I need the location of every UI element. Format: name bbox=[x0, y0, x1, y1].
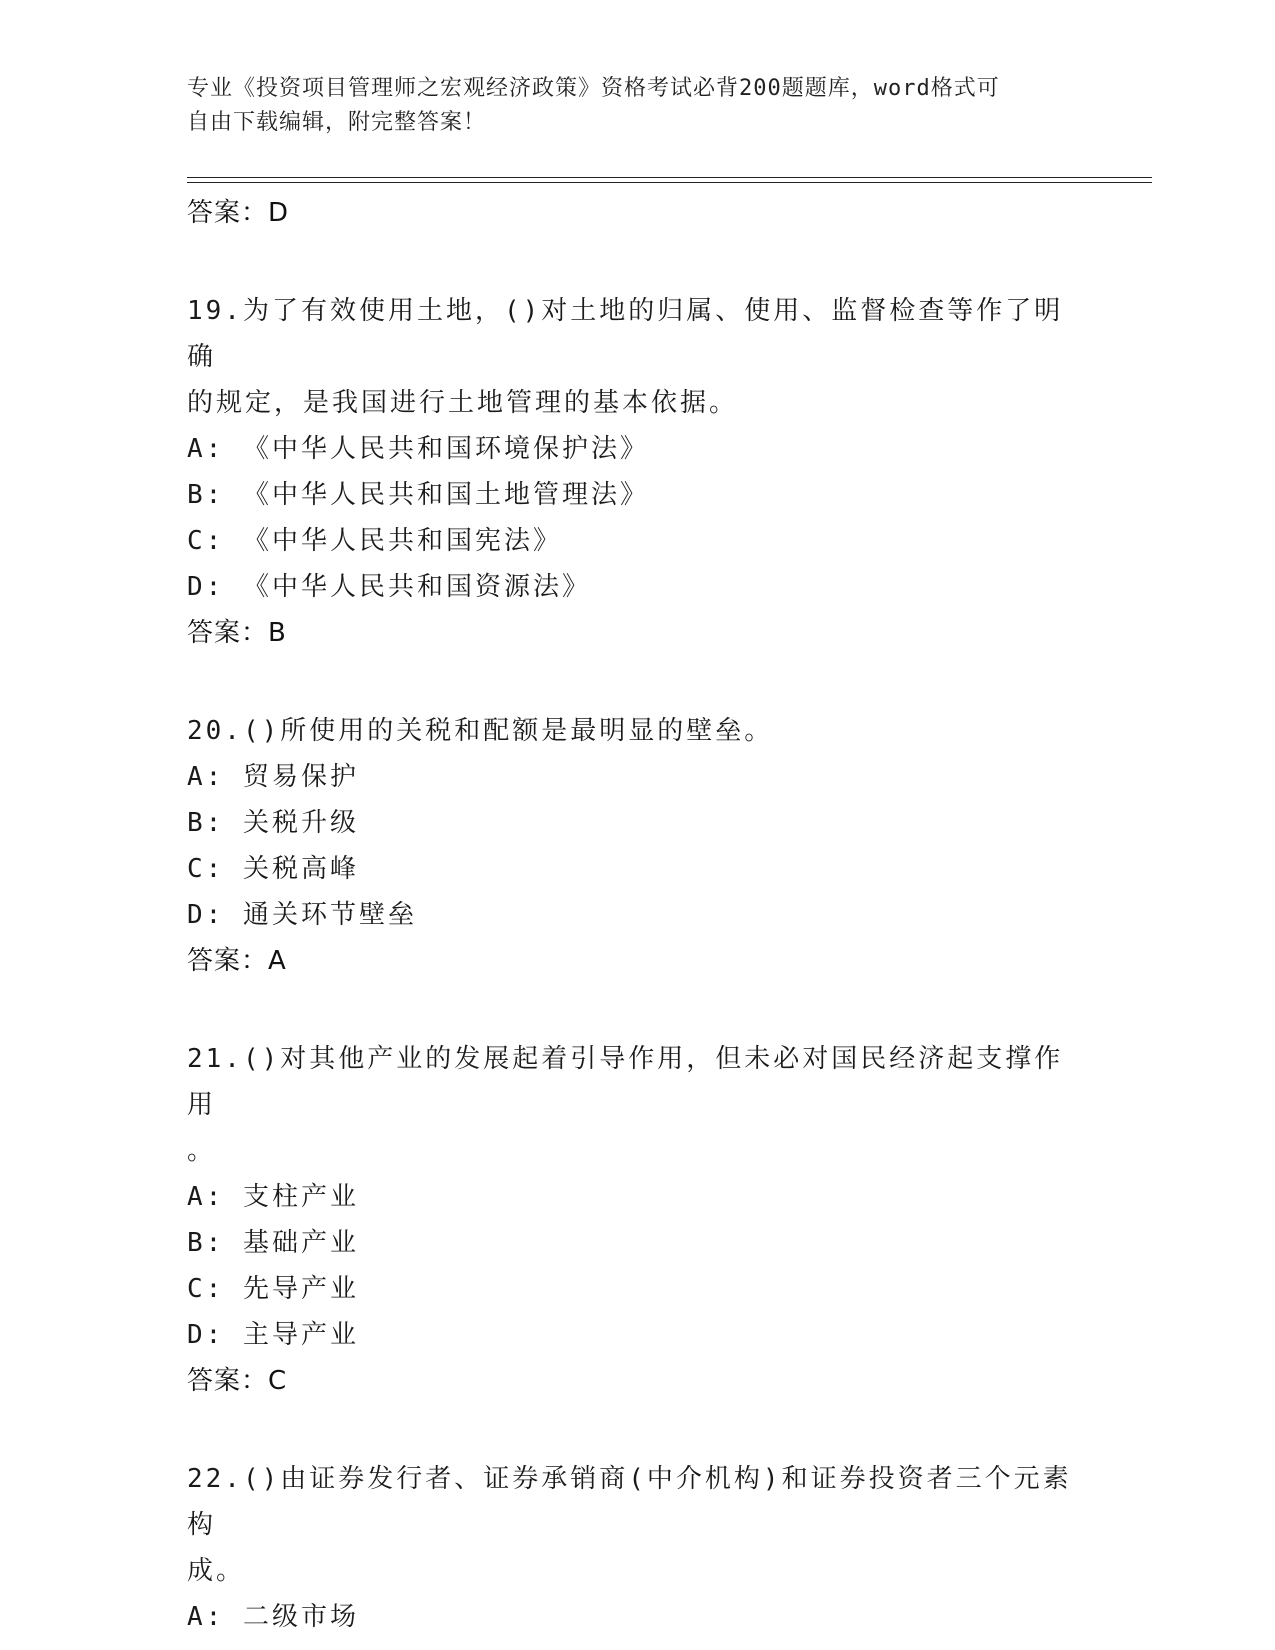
option-a: A: 《中华人民共和国环境保护法》 bbox=[187, 434, 649, 464]
question-21 bbox=[187, 1036, 1087, 1404]
question-20 bbox=[187, 708, 1087, 984]
question-stem bbox=[187, 288, 1087, 426]
option-b: B: 关税升级 bbox=[187, 808, 359, 838]
question-stem bbox=[187, 708, 1087, 754]
question-stem-line: 的规定，是我国进行土地管理的基本依据。 bbox=[187, 388, 739, 418]
option-c: C: 先导产业 bbox=[187, 1274, 359, 1304]
header-line-1: 专业《投资项目管理师之宏观经济政策》资格考试必背200题题库，word格式可 bbox=[187, 76, 1000, 101]
header-double-rule bbox=[187, 177, 1152, 183]
question-19 bbox=[187, 288, 1087, 656]
question-stem-line: 20.()所使用的关税和配额是最明显的壁垒。 bbox=[187, 716, 774, 746]
question-22 bbox=[187, 1456, 1087, 1640]
option-a: A: 支柱产业 bbox=[187, 1182, 359, 1212]
question-stem-line: 。 bbox=[187, 1136, 217, 1166]
answer-line: 答案：B bbox=[187, 618, 287, 648]
answer-line: 答案：D bbox=[187, 198, 290, 228]
spacer bbox=[187, 1404, 1087, 1456]
question-stem bbox=[187, 1036, 1087, 1174]
question-stem-line: 21.()对其他产业的发展起着引导作用，但未必对国民经济起支撑作用 bbox=[187, 1044, 1064, 1120]
option-d: D: 通关环节壁垒 bbox=[187, 900, 417, 930]
question-stem-line: 19.为了有效使用土地，()对土地的归属、使用、监督检查等作了明确 bbox=[187, 296, 1064, 372]
option-d: D: 主导产业 bbox=[187, 1320, 359, 1350]
option-d: D: 《中华人民共和国资源法》 bbox=[187, 572, 591, 602]
spacer bbox=[187, 656, 1087, 708]
document-header bbox=[187, 72, 1087, 140]
spacer bbox=[187, 984, 1087, 1036]
question-stem-line: 成。 bbox=[187, 1556, 246, 1586]
option-c: C: 关税高峰 bbox=[187, 854, 359, 884]
option-b: B: 《中华人民共和国土地管理法》 bbox=[187, 480, 649, 510]
answer-line: 答案：C bbox=[187, 1366, 288, 1396]
question-stem bbox=[187, 1456, 1087, 1594]
option-b: B: 基础产业 bbox=[187, 1228, 359, 1258]
option-a: A: 二级市场 bbox=[187, 1602, 359, 1632]
option-a: A: 贸易保护 bbox=[187, 762, 359, 792]
header-line-2: 自由下载编辑，附完整答案！ bbox=[187, 110, 487, 135]
question-list bbox=[187, 190, 1087, 1640]
answer-line: 答案：A bbox=[187, 946, 287, 976]
spacer bbox=[187, 236, 1087, 288]
option-c: C: 《中华人民共和国宪法》 bbox=[187, 526, 562, 556]
question-stem-line: 22.()由证券发行者、证券承销商(中介机构)和证券投资者三个元素构 bbox=[187, 1464, 1072, 1540]
